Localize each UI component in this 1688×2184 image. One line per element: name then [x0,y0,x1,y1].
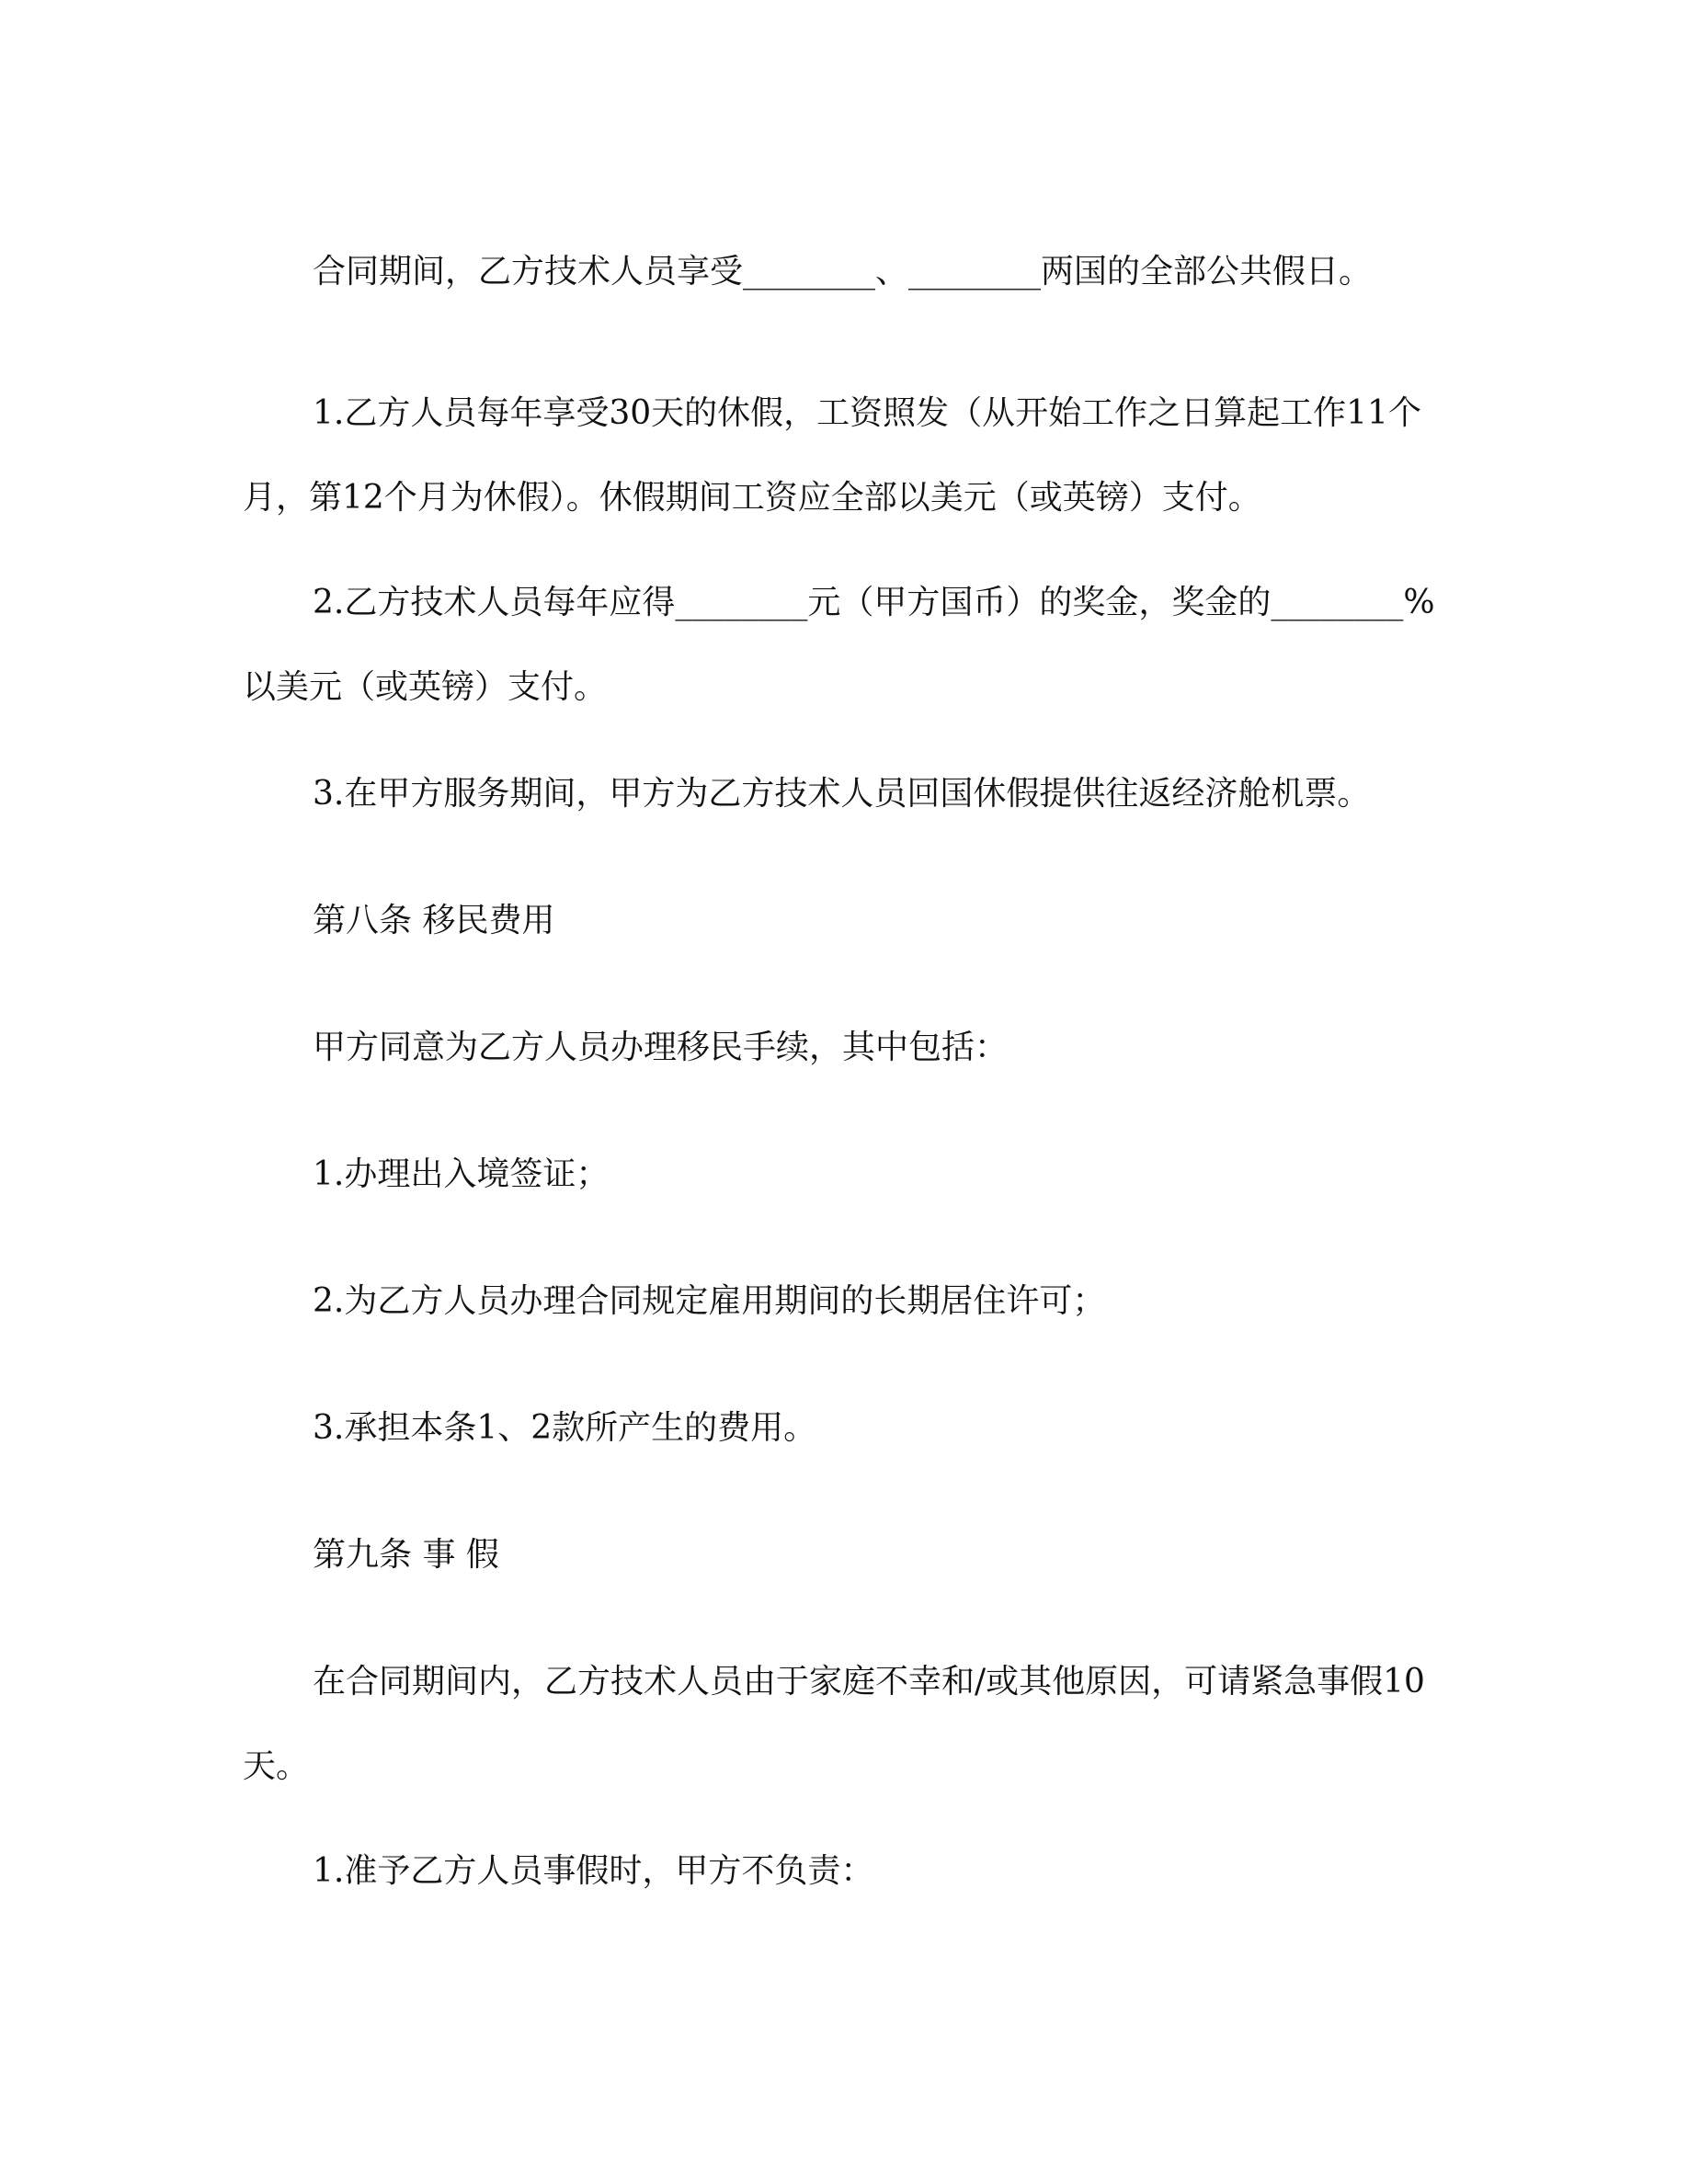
paragraph-bonus: 2.乙方技术人员每年应得________元（甲方国币）的奖金，奖金的________%以美元（或英镑）支付。 [243,584,1435,706]
section-heading-immigration: 第八条 移民费用 [313,902,555,939]
paragraph-emergency-leave: 在合同期间内，乙方技术人员由于家庭不幸和/或其他原因，可请紧急事假10天。 [243,1663,1425,1785]
section-heading-personal-leave: 第九条 事 假 [313,1536,499,1574]
list-item-leave-responsibility: 1.准予乙方人员事假时，甲方不负责： [313,1852,874,1890]
list-item-residence-permit: 2.为乙方人员办理合同规定雇用期间的长期居住许可； [313,1282,1106,1320]
list-item-visa: 1.办理出入境签证； [313,1155,610,1193]
paragraph-immigration-intro: 甲方同意为乙方人员办理移民手续，其中包括： [313,1029,1009,1066]
paragraph-airfare: 3.在甲方服务期间，甲方为乙方技术人员回国休假提供往返经济舱机票。 [313,775,1371,813]
list-item-costs: 3.承担本条1、2款所产生的费用。 [313,1409,817,1447]
paragraph-public-holidays: 合同期间，乙方技术人员享受________、________两国的全部公共假日。 [313,253,1373,290]
paragraph-annual-leave: 1.乙方人员每年享受30天的休假，工资照发（从开始工作之日算起工作11个月，第12个月为休假）。休假期间工资应全部以美元（或英镑）支付。 [243,394,1421,517]
